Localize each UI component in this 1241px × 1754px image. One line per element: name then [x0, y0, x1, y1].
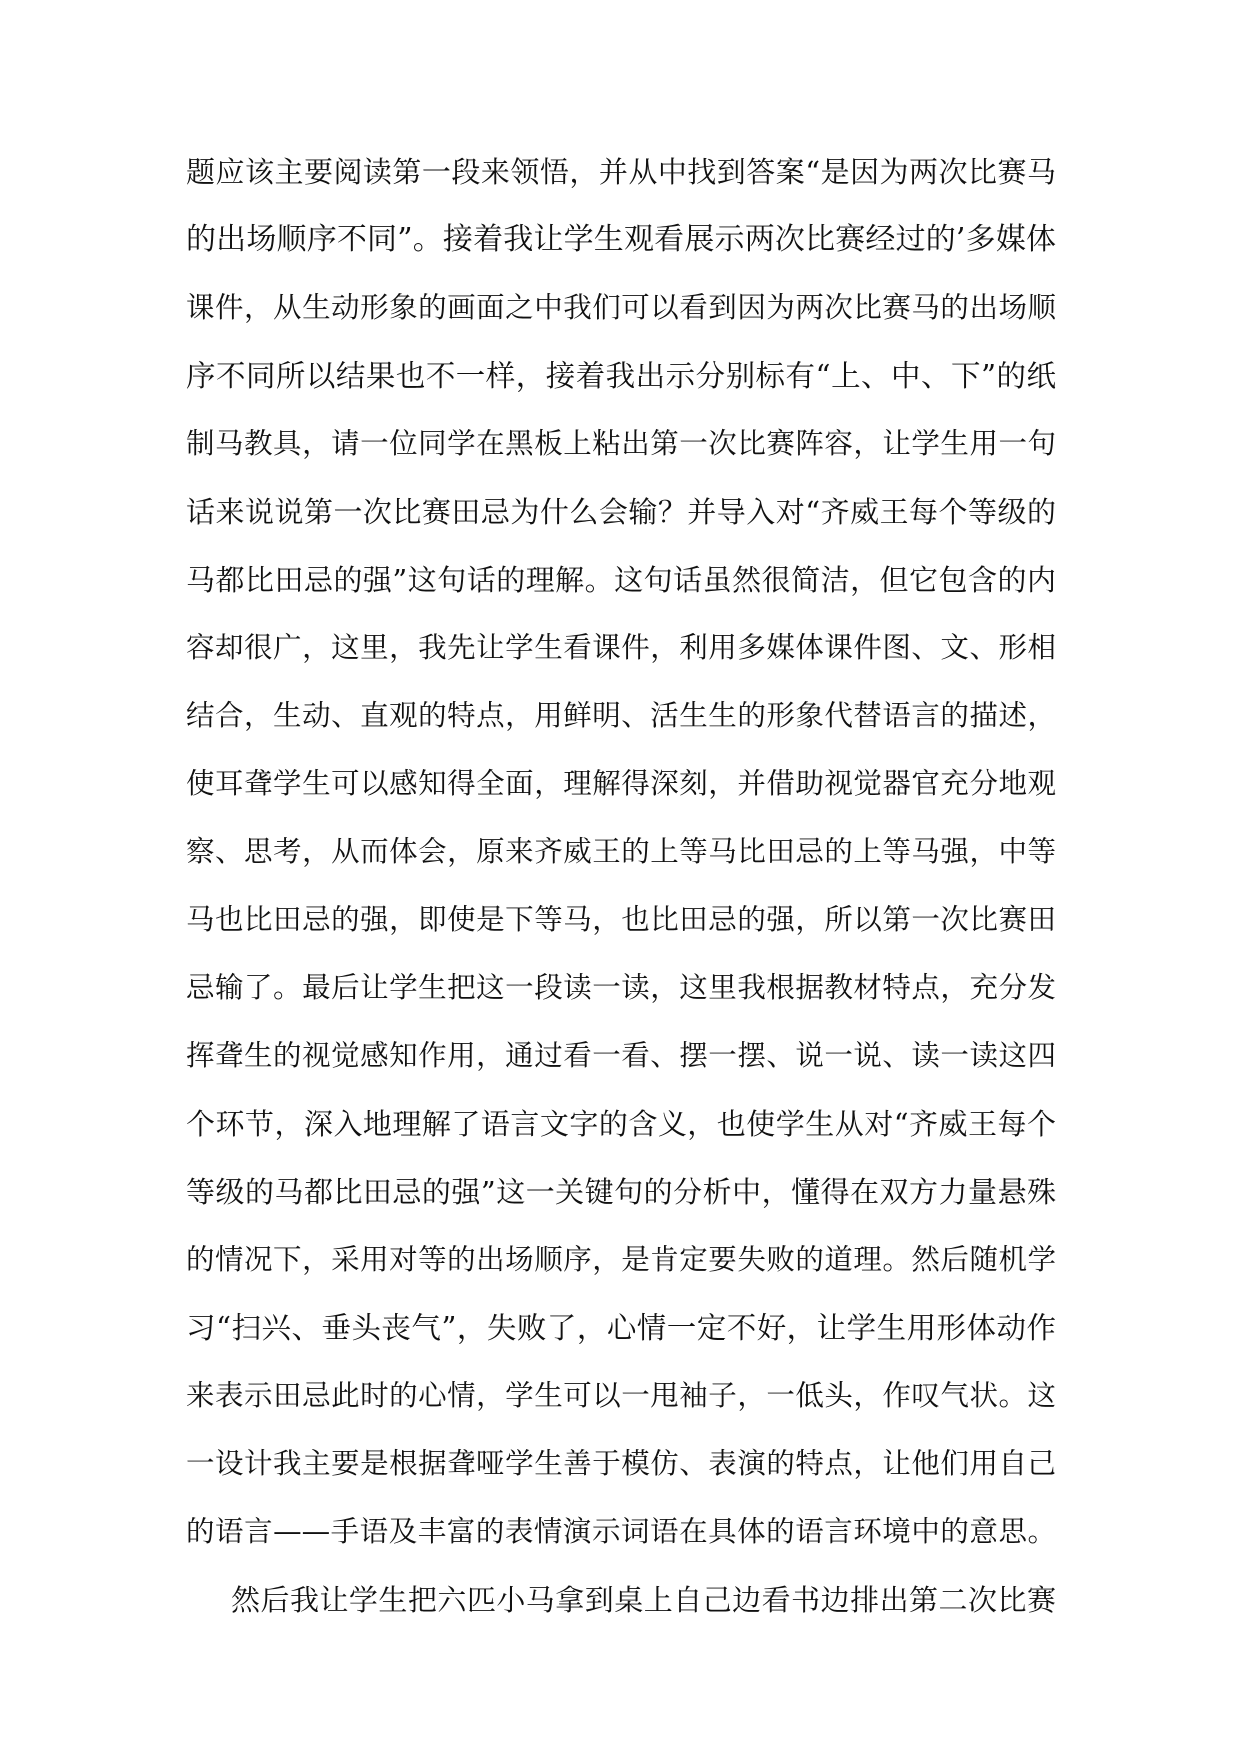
text-line: 制马教具，请一位同学在黑板上粘出第一次比赛阵容，让学生用一句	[186, 427, 1056, 460]
text-line: 容却很广，这里，我先让学生看课件，利用多媒体课件图、文、形相	[186, 631, 1056, 664]
text-line: 察、思考，从而体会，原来齐威王的上等马比田忌的上等马强，中等	[186, 835, 1056, 868]
paragraph-start-line: 然后我让学生把六匹小马拿到桌上自己边看书边排出第二次比赛	[231, 1583, 1056, 1617]
text-line: 题应该主要阅读第一段来领悟，并从中找到答案“是因为两次比赛马	[186, 155, 1056, 189]
paragraph-end-line: 的语言——手语及丰富的表情演示词语在具体的语言环境中的意思。	[186, 1515, 1056, 1548]
text-line: 序不同所以结果也不一样，接着我出示分别标有“上、中、下”的纸	[186, 359, 1056, 393]
text-line: 来表示田忌此时的心情，学生可以一甩袖子，一低头，作叹气状。这	[186, 1379, 1056, 1412]
text-line: 忌输了。最后让学生把这一段读一读，这里我根据教材特点，充分发	[186, 971, 1056, 1004]
text-line: 话来说说第一次比赛田忌为什么会输？并导入对“齐威王每个等级的	[186, 495, 1056, 529]
text-line: 习“扫兴、垂头丧气”，失败了，心情一定不好，让学生用形体动作	[186, 1311, 1056, 1345]
text-line: 等级的马都比田忌的强”这一关键句的分析中，懂得在双方力量悬殊	[186, 1175, 1056, 1209]
text-line: 课件，从生动形象的画面之中我们可以看到因为两次比赛马的出场顺	[186, 291, 1056, 324]
text-line: 的出场顺序不同”。接着我让学生观看展示两次比赛经过的’多媒体	[186, 222, 1056, 257]
text-line: 个环节，深入地理解了语言文字的含义，也使学生从对“齐威王每个	[186, 1107, 1056, 1141]
text-line: 结合，生动、直观的特点，用鲜明、活生生的形象代替语言的描述，	[186, 699, 1056, 732]
text-line: 马都比田忌的强”这句话的理解。这句话虽然很简洁，但它包含的内	[186, 563, 1056, 597]
text-line: 挥聋生的视觉感知作用，通过看一看、摆一摆、说一说、读一读这四	[186, 1039, 1056, 1072]
text-line: 的情况下，采用对等的出场顺序，是肯定要失败的道理。然后随机学	[186, 1243, 1056, 1276]
text-line: 一设计我主要是根据聋哑学生善于模仿、表演的特点，让他们用自己	[186, 1447, 1056, 1480]
text-line: 马也比田忌的强，即使是下等马，也比田忌的强，所以第一次比赛田	[186, 903, 1056, 936]
text-line: 使耳聋学生可以感知得全面，理解得深刻，并借助视觉器官充分地观	[186, 767, 1056, 800]
body-text	[186, 138, 1056, 1634]
